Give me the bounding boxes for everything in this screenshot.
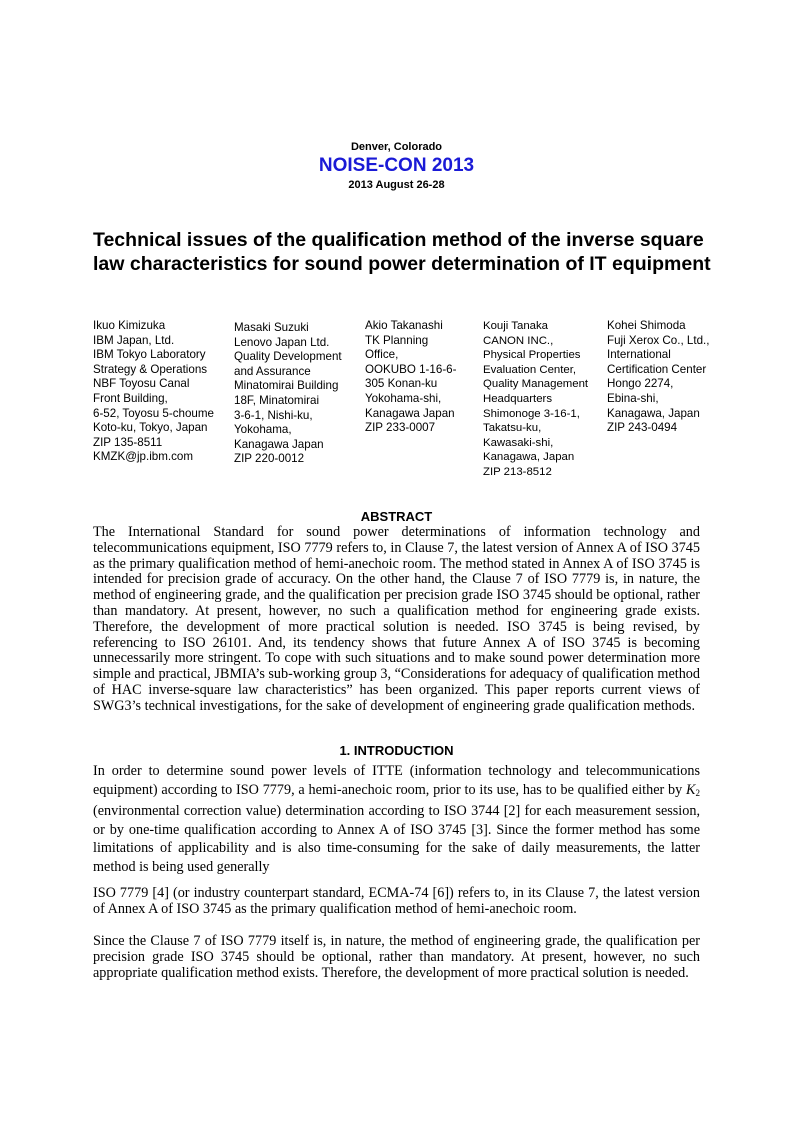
paper-title: Technical issues of the qualification method of the inverse square law characteristics for sound power determination of IT equipment: [93, 229, 711, 275]
author-line: Fuji Xerox Co., Ltd.,: [607, 333, 710, 347]
author-block: [93, 319, 214, 465]
author-line: 305 Konan-ku: [365, 377, 438, 391]
paragraph-text: (environmental correction value) determination according to ISO 3744 [2] for each measurement session, or by one-time qualification according to Annex A of ISO 3745 [3]. Since the former method has some limitations of applicability and is also time-consuming for the sake of daily measurements, the latter method is being used generally: [93, 803, 700, 875]
author-line: International: [607, 348, 671, 362]
k-symbol: $K_2$: [686, 781, 700, 798]
author-line: ZIP 135-8511: [93, 435, 163, 449]
author-line: Koto-ku, Tokyo, Japan: [93, 421, 208, 435]
author-line: Headquarters: [483, 392, 553, 405]
author-line: Yokohama,: [234, 423, 292, 437]
author-line: 18F, Minatomirai: [234, 393, 320, 407]
author-line: Kanagawa, Japan: [483, 451, 575, 464]
author-line: CANON INC.,: [483, 334, 554, 347]
introduction-paragraph-2: ISO 7779 [4] (or industry counterpart standard, ECMA-74 [6]) refers to, in its Clause 7, the latest version of Annex A of ISO 3745 as the primary qualification method of hemi-anechoic room.: [93, 885, 700, 917]
paragraph-text: In order to determine sound power levels of ITTE (information technology and telecommunications equipment) according to ISO 7779, a hemi-anechoic room, prior to its use, has to be qualified either by: [93, 763, 700, 798]
author-line: Certification Center: [607, 362, 707, 376]
author-line: Masaki Suzuki: [234, 321, 309, 334]
introduction-paragraph-1: [93, 762, 700, 876]
author-email[interactable]: KMZK@jp.ibm.com: [93, 450, 194, 464]
author-line: Evaluation Center,: [483, 363, 577, 376]
author-line: TK Planning: [365, 333, 429, 347]
author-line: ZIP 233-0007: [365, 421, 436, 435]
author-line: ZIP 243-0494: [607, 421, 678, 435]
author-line: Kanagawa Japan: [234, 437, 324, 451]
author-line: Lenovo Japan Ltd.: [234, 335, 330, 349]
conference-date: 2013 August 26-28: [348, 179, 445, 191]
k-subscript: 2: [695, 787, 700, 798]
abstract-heading: ABSTRACT: [360, 509, 433, 524]
author-line: Office,: [365, 348, 399, 362]
author-line: Minatomirai Building: [234, 379, 339, 393]
author-line: IBM Tokyo Laboratory: [93, 348, 206, 362]
author-line: Takatsu-ku,: [483, 422, 542, 435]
abstract-text: The International Standard for sound power determinations of information technology and telecommunications equipment, ISO 7779 refers to, in Clause 7, the latest version of Annex A of ISO 3745 as the primary qualification method of hemi-anechoic room. The method stated in Annex A of ISO 3745 is intended for precision grade of accuracy. On the other hand, the Clause 7 of ISO 7779 is, in nature, the method of engineering grade, and the qualification per precision grade ISO 3745 should be optional, rather than mandatory. At present, however, no such a qualification method for engineering grade exists. Therefore, the development of more practical solution is needed. ISO 3745 is being revised, by referencing to ISO 26101. And, its tendency shows that future Annex A of ISO 3745 is becoming unnecessarily more stringent. To cope with such situations and to make sound power determination more simple and practical, JBMIA’s sub-working group 3, “Considerations for adequacy of qualification method of HAC inverse-square law characteristics” has been organized. This paper reports current views of SWG3’s technical investigations, for the sake of development of engineering grade qualification methods.: [93, 524, 700, 714]
author-line: Kanagawa, Japan: [607, 406, 700, 420]
introduction-paragraph-3: Since the Clause 7 of ISO 7779 itself is, in nature, the method of engineering grade, the qualification per precision grade ISO 3745 should be optional, rather than mandatory. At present, however, no such appropriate qualification method exists. Therefore, the development of more practical solution is needed.: [93, 933, 700, 981]
author-line: Ikuo Kimizuka: [93, 319, 166, 332]
author-line: NBF Toyosu Canal: [93, 377, 190, 391]
author-line: Kouji Tanaka: [483, 320, 549, 332]
author-line: Quality Development: [234, 350, 342, 364]
author-line: OOKUBO 1-16-6-: [365, 362, 457, 376]
author-line: IBM Japan, Ltd.: [93, 333, 175, 347]
author-line: ZIP 220-0012: [234, 452, 305, 466]
author-block: [365, 319, 457, 436]
author-line: ZIP 213-8512: [483, 465, 552, 478]
author-line: and Assurance: [234, 364, 311, 378]
author-line: 3-6-1, Nishi-ku,: [234, 408, 313, 422]
author-line: Kawasaki-shi,: [483, 436, 554, 449]
author-block: [234, 321, 342, 467]
introduction-heading: 1. INTRODUCTION: [339, 743, 454, 758]
conference-location: Denver, Colorado: [350, 141, 443, 153]
author-line: Quality Management: [483, 378, 589, 391]
author-line: Kanagawa Japan: [365, 406, 455, 420]
author-line: Strategy & Operations: [93, 362, 208, 376]
author-line: 6-52, Toyosu 5-choume: [93, 406, 214, 420]
author-line: Akio Takanashi: [365, 319, 443, 332]
author-line: Shimonoge 3-16-1,: [483, 407, 580, 420]
author-line: Kohei Shimoda: [607, 319, 686, 332]
author-line: Ebina-shi,: [607, 391, 659, 405]
author-line: Yokohama-shi,: [365, 391, 442, 405]
author-line: Hongo 2274,: [607, 377, 674, 391]
author-block: [607, 319, 709, 436]
conference-name: NOISE-CON 2013: [318, 155, 475, 176]
author-block: [483, 319, 588, 480]
author-line: Front Building,: [93, 391, 168, 405]
author-line: Physical Properties: [483, 349, 581, 362]
